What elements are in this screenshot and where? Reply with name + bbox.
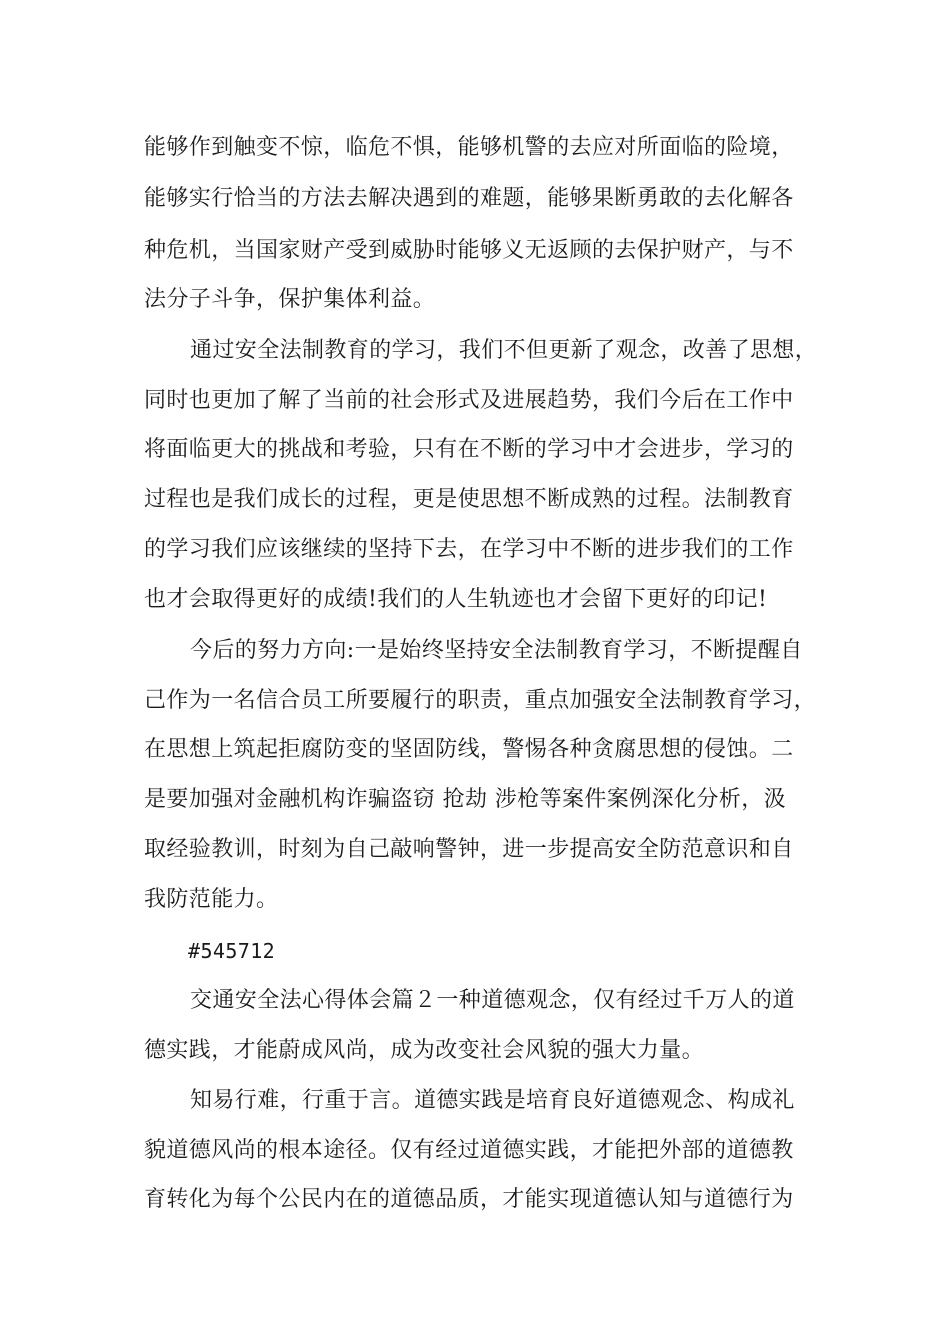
text-line: 将面临更大的挑战和考验，只有在不断的学习中才会进步，学习的	[144, 437, 794, 462]
paragraph-first-line: 通过安全法制教育的学习，我们不但更新了观念，改善了思想，	[190, 338, 818, 363]
text-line: 取经验教训，时刻为自己敲响警钟，进一步提高安全防范意识和自	[144, 837, 794, 862]
text-line: 在思想上筑起拒腐防变的坚固防线，警惕各种贪腐思想的侵蚀。二	[144, 737, 794, 762]
text-line: 的学习我们应该继续的坚持下去，在学习中不断的进步我们的工作	[144, 537, 794, 562]
text-line: 同时也更加了解了当前的社会形式及进展趋势，我们今后在工作中	[144, 388, 794, 413]
text-line: 也才会取得更好的成绩!我们的人生轨迹也才会留下更好的印记!	[144, 587, 768, 612]
text-line: 是要加强对金融机构诈骗盗窃 抢劫 涉枪等案件案例深化分析，汲	[144, 787, 786, 812]
text-line: 能够实行恰当的方法去解决遇到的难题，能够果断勇敢的去化解各	[144, 186, 794, 211]
text-line: 种危机，当国家财产受到威胁时能够义无返顾的去保护财产，与不	[144, 238, 794, 263]
text-line: 过程也是我们成长的过程，更是使思想不断成熟的过程。法制教育	[144, 487, 794, 512]
text-line: 能够作到触变不惊，临危不惧，能够机警的去应对所面临的险境，	[144, 135, 794, 160]
text-line: 我防范能力。	[144, 887, 279, 912]
text-line: 法分子斗争，保护集体利益。	[144, 287, 436, 312]
paragraph-first-line: 交通安全法心得体会篇２一种道德观念，仅有经过千万人的道	[190, 988, 795, 1013]
text-line: 德实践，才能蔚成风尚，成为改变社会风貌的强大力量。	[144, 1038, 705, 1063]
paragraph-first-line: 今后的努力方向:一是始终坚持安全法制教育学习，不断提醒自	[190, 638, 803, 663]
text-line: 己作为一名信合员工所要履行的职责，重点加强安全法制教育学习，	[144, 688, 817, 713]
text-line: 育转化为每个公民内在的道德品质，才能实现道德认知与道德行为	[144, 1187, 794, 1212]
text-line: 貌道德风尚的根本途径。仅有经过道德实践，才能把外部的道德教	[144, 1138, 794, 1163]
document-code: #545712	[188, 939, 276, 963]
paragraph-first-line: 知易行难，行重于言。道德实践是培育良好道德观念、构成礼	[190, 1088, 795, 1113]
